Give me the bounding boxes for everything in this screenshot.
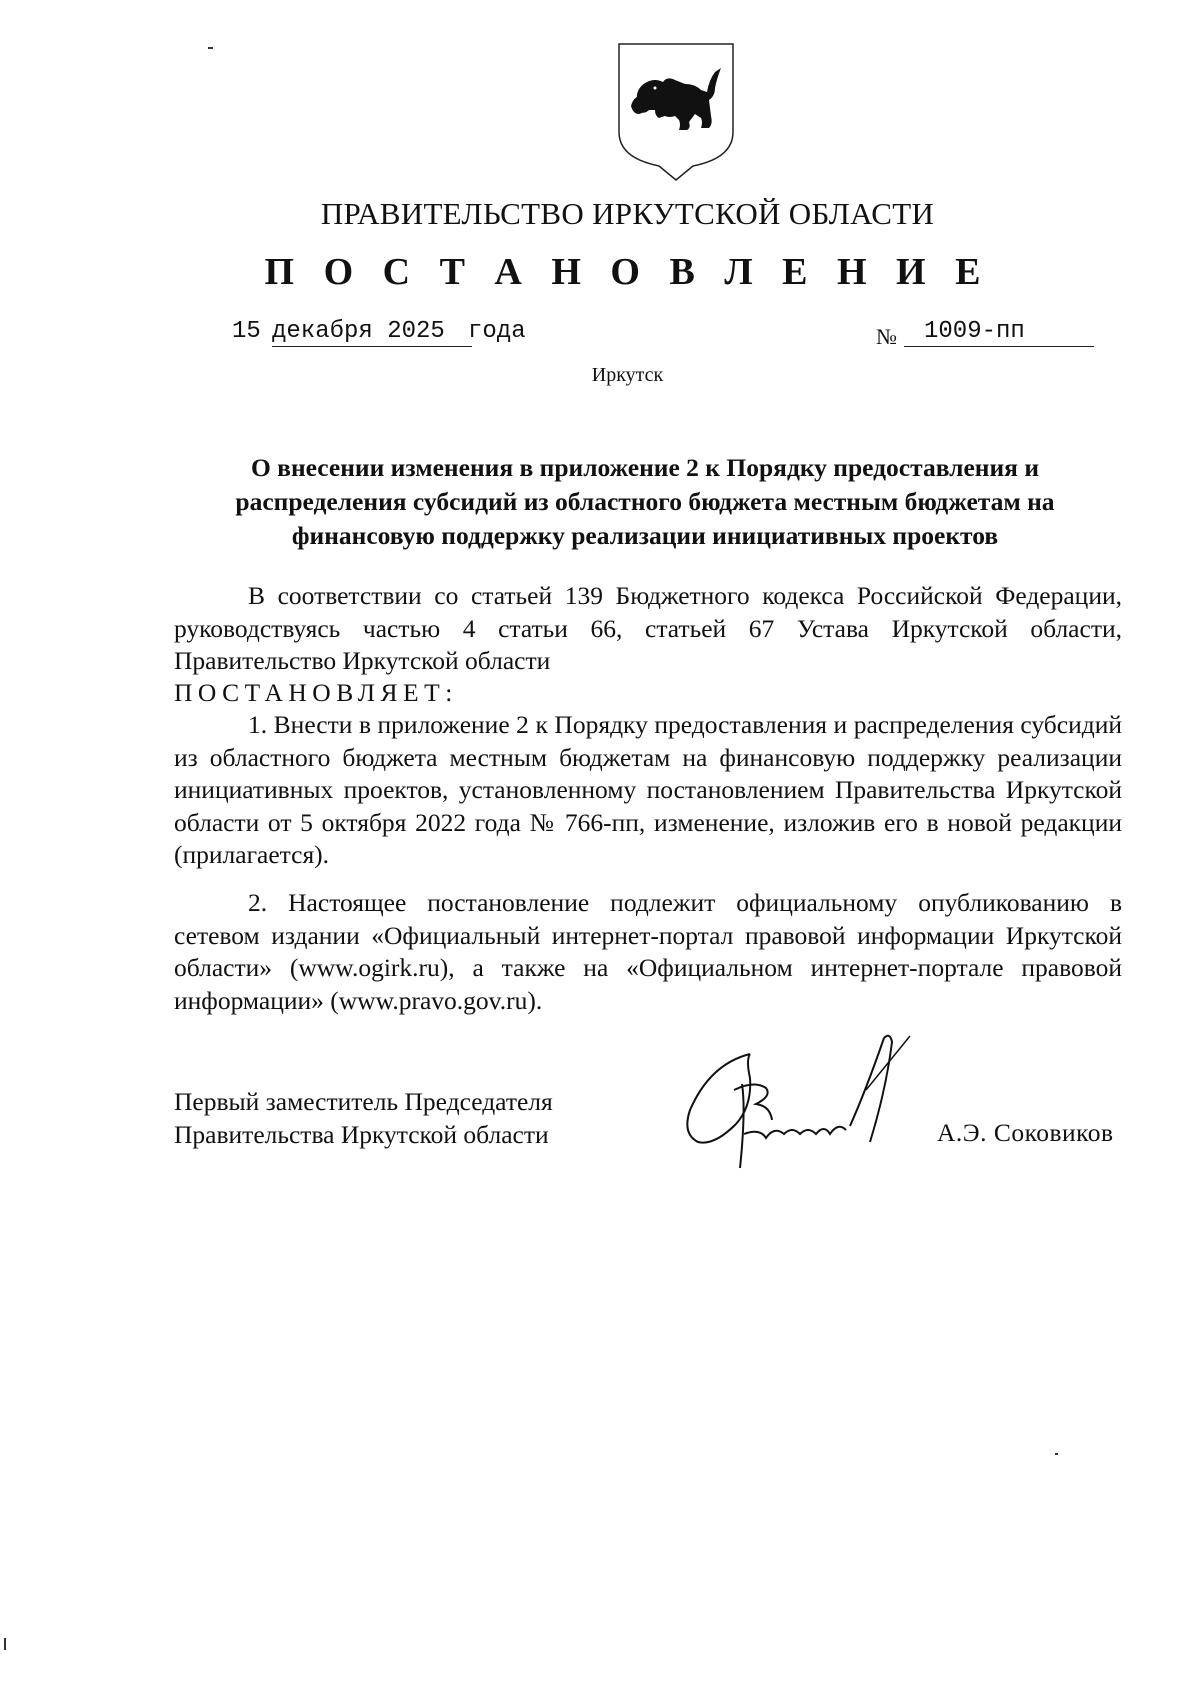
scan-speck <box>1055 1453 1058 1455</box>
date-day: 15 <box>232 318 261 345</box>
preamble-paragraph <box>174 580 1122 678</box>
signatory-title-line-1: Первый заместитель Председателя <box>174 1087 553 1116</box>
irkutsk-coat-of-arms-icon <box>615 40 737 182</box>
handwritten-signature-icon <box>680 1030 950 1175</box>
number-sign: № <box>876 324 897 349</box>
document-type: П О С Т А Н О В Л Е Н И Е <box>264 251 991 293</box>
signatory-title-line-2: Правительства Иркутской области <box>174 1120 549 1149</box>
document-title: О внесении изменения в приложение 2 к Порядку предоставления и распределения субсидий из областного бюджета местным бюджетам на финансовую поддержку реализации инициативных проектов <box>235 453 1055 550</box>
item-1-text: 1. Внести в приложение 2 к Порядку предоставления и распределения субсидий из областного бюджета местным бюджетам на финансовую поддержку реализации инициативных проектов, установленному постановлением Правительства Иркутской области от 5 октября 2022 года № 766-пп, изменение, изложив его в новой редакции (прилагается). <box>174 710 1122 869</box>
signatory-title <box>174 1085 553 1151</box>
date-month-year: декабря 2025 <box>272 318 472 347</box>
scan-speck <box>4 1638 6 1650</box>
resolves-word: ПОСТАНОВЛЯЕТ: <box>174 678 458 707</box>
document-number: 1009-пп <box>904 318 1094 347</box>
signatory-name: А.Э. Соковиков <box>937 1118 1114 1147</box>
item-1-paragraph <box>174 709 1122 872</box>
city: Иркутск <box>591 364 664 386</box>
government-name: ПРАВИТЕЛЬСТВО ИРКУТСКОЙ ОБЛАСТИ <box>320 196 935 231</box>
item-2-paragraph <box>174 887 1122 1017</box>
date-word: года <box>468 318 526 345</box>
scan-speck <box>208 47 213 49</box>
preamble-text: В соответствии со статьей 139 Бюджетного кодекса Российской Федерации, руководствуясь частью 4 статьи 66, статьей 67 Устава Иркутской области, Правительство Иркутской области <box>174 581 1122 675</box>
item-2-text: 2. Настоящее постановление подлежит официальному опубликованию в сетевом издании «Официальный интернет-портал правовой информации Иркутской области» (www.ogirk.ru), а также на «Официальном интернет-портале правовой информации» (www.pravo.gov.ru). <box>174 888 1122 1015</box>
